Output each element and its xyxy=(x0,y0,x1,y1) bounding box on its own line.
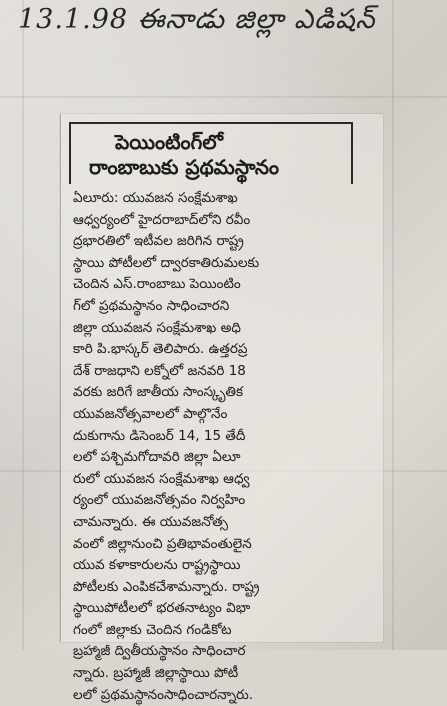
article-body-line: ఏలూరు: యువజన సంక్షేమశాఖ xyxy=(73,190,238,206)
article-body-line: ఆధ్వర్యంలో హైదరాబాద్‌లోని రవీం xyxy=(73,211,251,228)
fold-crease xyxy=(0,96,447,98)
article-body-line: వంలో జిల్లానుంచి ప్రతిభావంతులైన xyxy=(73,535,252,552)
article-body-line: లలో పశ్చిమగోదావరి జిల్లా ఏలూ xyxy=(73,449,241,466)
headline-box xyxy=(69,122,353,184)
article-body-line: లలో ప్రథమస్థానంసాధించారన్నారు. xyxy=(73,686,254,703)
article-body-line: యువజనోత్సవాలలో పాల్గొనేం xyxy=(73,405,228,422)
article-body-line: దేశ్ రాజధాని లక్నోలో జనవరి 18 xyxy=(73,362,246,379)
article-body-line: రులో యువజన సంక్షేమశాఖ ఆధ్వ xyxy=(73,470,250,487)
article-body-line: గ్‌లో ప్రథమస్థానం సాధించారని xyxy=(73,297,230,314)
handwritten-date-note: 13.1.98 ఈనాడు జిల్లా ఎడిషన్ xyxy=(18,4,376,35)
article-body-line: చామన్నారు. ఈ యువజనోత్స xyxy=(73,513,228,530)
article-body-line: యువ కళాకారులను రాష్ట్రస్థాయి xyxy=(73,557,241,574)
article-body-line: బ్రహ్మాజీ ద్వితీయస్థానం సాధించార xyxy=(73,643,246,660)
article-body-line: కారి పి.భాస్కర్ తెలిపారు. ఉత్తరప్ర xyxy=(73,341,248,358)
article-body-line: ర్యంలో యువజనోత్సవం నిర్వహిం xyxy=(73,492,246,509)
article-body-line: చెందిన ఎస్.రాంబాబు పెయింటిం xyxy=(73,276,241,293)
article-body-line: పోటీలకు ఎంపికచేశామన్నారు. రాష్ట్ర xyxy=(73,578,260,595)
headline-line-2: రాంబాబుకు ప్రథమస్థానం xyxy=(89,155,280,179)
article-body-line: స్థాయిపోటీలలో భరతనాట్యం విభా xyxy=(73,600,251,617)
article-body-line: జిల్లా యువజన సంక్షేమశాఖ అధి xyxy=(73,319,241,336)
article-body-line: స్థాయి పోటీలలో ద్వారకాతిరుమలకు xyxy=(73,254,260,271)
article-body-line: దుకుగాను డిసెంబర్ 14, 15 తేదీ xyxy=(73,427,246,444)
article-body-line: వరకు జరిగే జాతీయ సాంస్కృతిక xyxy=(73,384,243,401)
article-body xyxy=(73,188,369,706)
article-body-line: గంలో జిల్లాకు చెందిన గండికోట xyxy=(73,621,232,638)
article-body-line: న్నారు. బ్రహ్మాజీ జిల్లాస్థాయి పోటీ xyxy=(73,665,239,682)
headline-line-1: పెయింటింగ్‌లో xyxy=(115,130,223,154)
article-body-line: ద్రభారతిలో ఇటీవల జరిగిన రాష్ట్ర xyxy=(73,233,244,250)
news-clipping xyxy=(60,114,383,703)
